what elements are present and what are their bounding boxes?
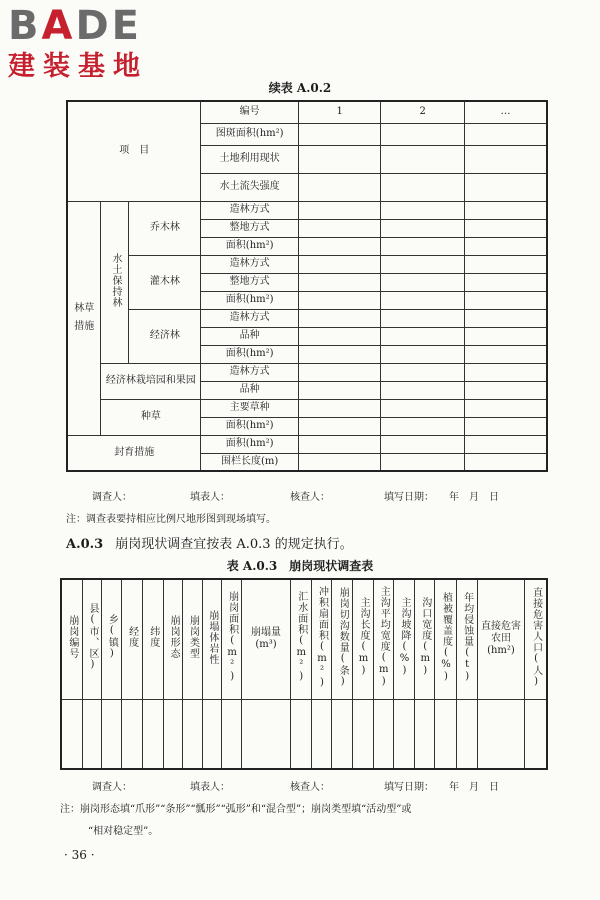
header-huishui: 汇水面积(m²) <box>295 591 307 684</box>
group-lincao: 林草措施 <box>67 201 101 435</box>
header-zhugou-pojiang: 主沟坡降(%) <box>398 597 410 678</box>
header-zhugou-kuandu: 主沟平均宽度(m) <box>378 586 390 689</box>
header-yanxing: 崩塌体岩性 <box>206 609 218 665</box>
filler-2: 填表人： <box>190 782 230 793</box>
row-label: 造林方式 <box>201 363 299 381</box>
header-weidu: 纬度 <box>147 626 159 649</box>
row-label: 整地方式 <box>201 273 299 291</box>
row-label: 造林方式 <box>201 255 299 273</box>
row-label: 图斑面积(hm²) <box>201 123 299 145</box>
label-jingji: 经济林 <box>129 309 201 363</box>
label-qiaomu: 乔木林 <box>129 201 201 255</box>
col-header-3: … <box>464 101 547 123</box>
checker-2: 核查人： <box>290 782 330 793</box>
header-bianhao: 编号 <box>201 101 299 123</box>
note-2-line1: 注：崩岗形态填“爪形”“条形”“瓢形”“弧形”和“混合型”；崩岗类型填“活动型”或 <box>60 804 412 815</box>
row-label: 品种 <box>201 327 299 345</box>
header-jingdu: 经度 <box>126 626 138 649</box>
header-zhibei: 植被覆盖度(%) <box>440 591 452 683</box>
header-mianji: 崩岗面积(m²) <box>226 591 238 684</box>
col-header-2: 2 <box>381 101 464 123</box>
date-1: 填写日期： 年 月 日 <box>384 492 499 503</box>
header-betaliang: 崩塌量(m³) <box>250 627 281 651</box>
row-label: 面积(hm²) <box>201 417 299 435</box>
row-label: 造林方式 <box>201 201 299 219</box>
label-guanmu: 灌木林 <box>129 255 201 309</box>
logo-brand: BADE <box>8 3 142 49</box>
header-bgbh: 崩岗编号 <box>66 615 78 660</box>
header-zhugou-changdu: 主沟长度(m) <box>357 597 369 678</box>
header-nongtian: 直接危害农田(hm²) <box>480 621 521 657</box>
row-label: 品种 <box>201 381 299 399</box>
label-zhongcao: 种草 <box>101 399 201 435</box>
date-2: 填写日期： 年 月 日 <box>384 782 499 793</box>
row-label: 土地利用现状 <box>201 145 299 173</box>
table-a03 <box>60 578 548 770</box>
row-label: 整地方式 <box>201 219 299 237</box>
row-label: 造林方式 <box>201 309 299 327</box>
page-number: · 36 · <box>64 848 95 862</box>
row-label: 围栏长度(m) <box>201 453 299 471</box>
header-xingtai: 崩岗形态 <box>168 615 180 660</box>
filler-1: 填表人： <box>190 492 230 503</box>
investigator-1: 调查人： <box>92 492 132 503</box>
checker-1: 核查人： <box>290 492 330 503</box>
col-header-1: 1 <box>298 101 381 123</box>
row-label: 主要草种 <box>201 399 299 417</box>
header-leixing: 崩岗类型 <box>187 615 199 660</box>
row-label: 面积(hm²) <box>201 291 299 309</box>
table2-title: 表 A.0.3 崩岗现状调查表 <box>226 559 374 573</box>
header-qiegou: 崩岗切沟数量(条) <box>337 586 349 688</box>
row-label: 面积(hm²) <box>201 237 299 255</box>
bade-logo <box>8 4 148 84</box>
table1-title: 续表 A.0.2 <box>268 81 332 95</box>
investigator-2: 调查人： <box>92 782 132 793</box>
row-label: 面积(hm²) <box>201 435 299 453</box>
label-fengyu: 封育措施 <box>67 435 201 471</box>
section-a03: A.0.3 崩岗现状调查宜按表 A.0.3 的规定执行。 <box>66 537 353 552</box>
note-2-line2: “相对稳定型”。 <box>88 826 159 837</box>
header-chongji: 冲积扇面积(m²) <box>316 585 328 689</box>
note-1: 注：调查表要持相应比例尺地形图到现场填写。 <box>66 514 276 525</box>
logo-subtitle: 建装基地 <box>8 51 148 82</box>
group-shuitu: 水土保持林 <box>101 201 129 363</box>
row-label: 面积(hm²) <box>201 345 299 363</box>
header-goukou: 沟口宽度(m) <box>419 597 431 678</box>
header-xiang: 乡(镇) <box>106 614 118 661</box>
table-a02-continued <box>66 100 548 472</box>
header-renkou: 直接危害人口(人) <box>530 586 542 688</box>
header-xiangmu: 项 目 <box>67 101 201 201</box>
label-jingji-yuan: 经济林栽培园和果园 <box>101 363 201 399</box>
header-xian: 县(市、区) <box>86 603 98 672</box>
header-qinshi: 年均侵蚀量(t) <box>461 591 473 683</box>
row-label: 水土流失强度 <box>201 173 299 201</box>
